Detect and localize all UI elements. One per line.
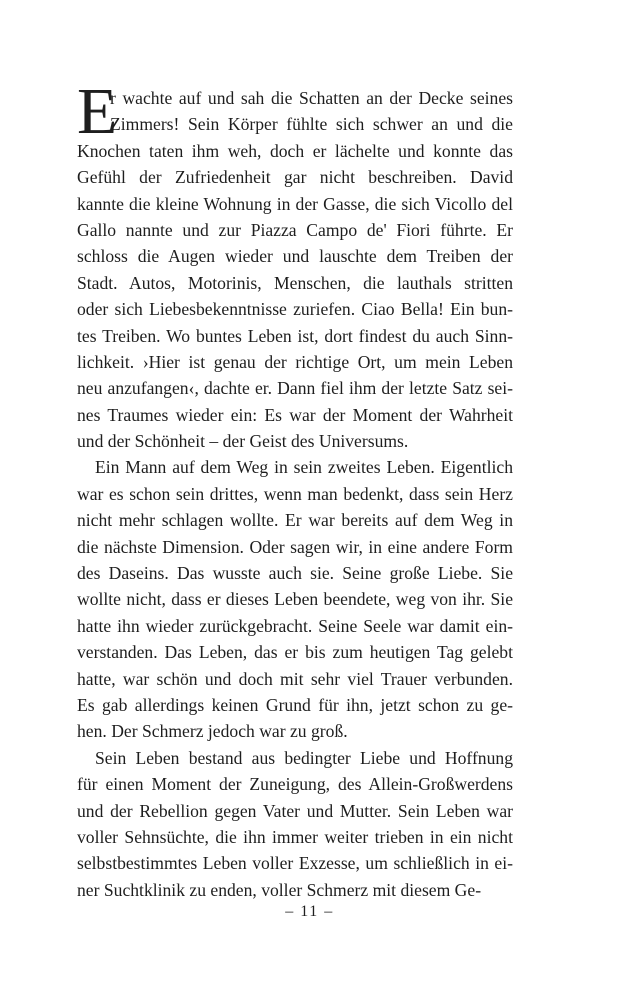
text-line: hatte ihn wieder zurückgebracht. Seine Seele war damit ein- bbox=[77, 615, 513, 636]
text-line: Sein Leben bestand aus bedingter Liebe und Hoffnung bbox=[95, 747, 513, 768]
body-text bbox=[77, 75, 513, 903]
text-line: und der Rebellion gegen Vater und Mutter. Sein Leben war bbox=[77, 800, 513, 821]
drop-cap: E bbox=[77, 75, 118, 148]
text-line: ner Suchtklinik zu enden, voller Schmerz mit diesem Ge- bbox=[77, 879, 482, 900]
text-line: Gefühl der Zufriedenheit gar nicht beschreiben. David bbox=[77, 167, 513, 188]
text-line: r wachte auf und sah die Schatten an der Decke seines bbox=[110, 88, 513, 108]
text-line: selbstbestimmtes Leben voller Exzesse, um schließlich in ei- bbox=[77, 853, 513, 874]
text-line: war es schon sein drittes, wenn man bedenkt, dass sein Herz bbox=[77, 483, 513, 504]
text-line: hen. Der Schmerz jedoch war zu groß. bbox=[77, 721, 348, 742]
text-line: nicht mehr schlagen wollte. Er war bereits auf dem Weg in bbox=[77, 510, 513, 531]
text-line: lichkeit. ›Hier ist genau der richtige Ort, um mein Leben bbox=[77, 351, 513, 372]
text-line: Es gab allerdings keinen Grund für ihn, jetzt schon zu ge- bbox=[77, 694, 513, 715]
text-line: die nächste Dimension. Oder sagen wir, in eine andere Form bbox=[77, 536, 513, 557]
text-line: Zimmers! Sein Körper fühlte sich schwer an und die bbox=[110, 114, 513, 135]
text-line: hatte, war schön und doch mit sehr viel Trauer verbunden. bbox=[77, 668, 513, 689]
page-number: – 11 – bbox=[285, 903, 334, 920]
text-line: Ein Mann auf dem Weg in sein zweites Leben. Eigentlich bbox=[95, 457, 513, 478]
text-line: nes Traumes wieder ein: Es war der Moment der Wahrheit bbox=[77, 404, 513, 425]
text-line: für einen Moment der Zuneigung, des Allein-Großwerdens bbox=[77, 774, 513, 795]
text-line: des Daseins. Das wusste auch sie. Seine große Liebe. Sie bbox=[77, 563, 513, 584]
text-line: wollte nicht, dass er dieses Leben beendete, weg von ihr. Sie bbox=[77, 589, 513, 610]
text-line: tes Treiben. Wo buntes Leben ist, dort findest du auch Sinn- bbox=[77, 325, 513, 346]
text-line: Gallo nannte und zur Piazza Campo de' Fiori führte. Er bbox=[77, 219, 513, 240]
text-line: und der Schönheit – der Geist des Universums. bbox=[77, 431, 409, 452]
text-line: voller Sehnsüchte, die ihn immer weiter trieben in ein nicht bbox=[77, 826, 513, 847]
text-line: oder sich Liebesbekenntnisse zuriefen. Ciao Bella! Ein bun- bbox=[77, 299, 513, 320]
text-line: Stadt. Autos, Motorinis, Menschen, die lauthals stritten bbox=[77, 272, 513, 293]
text-line: Knochen taten ihm weh, doch er lächelte und konnte das bbox=[77, 140, 513, 161]
text-line: neu anzufangen‹, dachte er. Dann fiel ihm der letzte Satz sei- bbox=[77, 378, 513, 399]
text-line: schloss die Augen wieder und lauschte dem Treiben der bbox=[77, 246, 513, 267]
text-line: kannte die kleine Wohnung in der Gasse, die sich Vicollo del bbox=[77, 193, 513, 214]
text-line: verstanden. Das Leben, das er bis zum heutigen Tag gelebt bbox=[77, 642, 513, 663]
